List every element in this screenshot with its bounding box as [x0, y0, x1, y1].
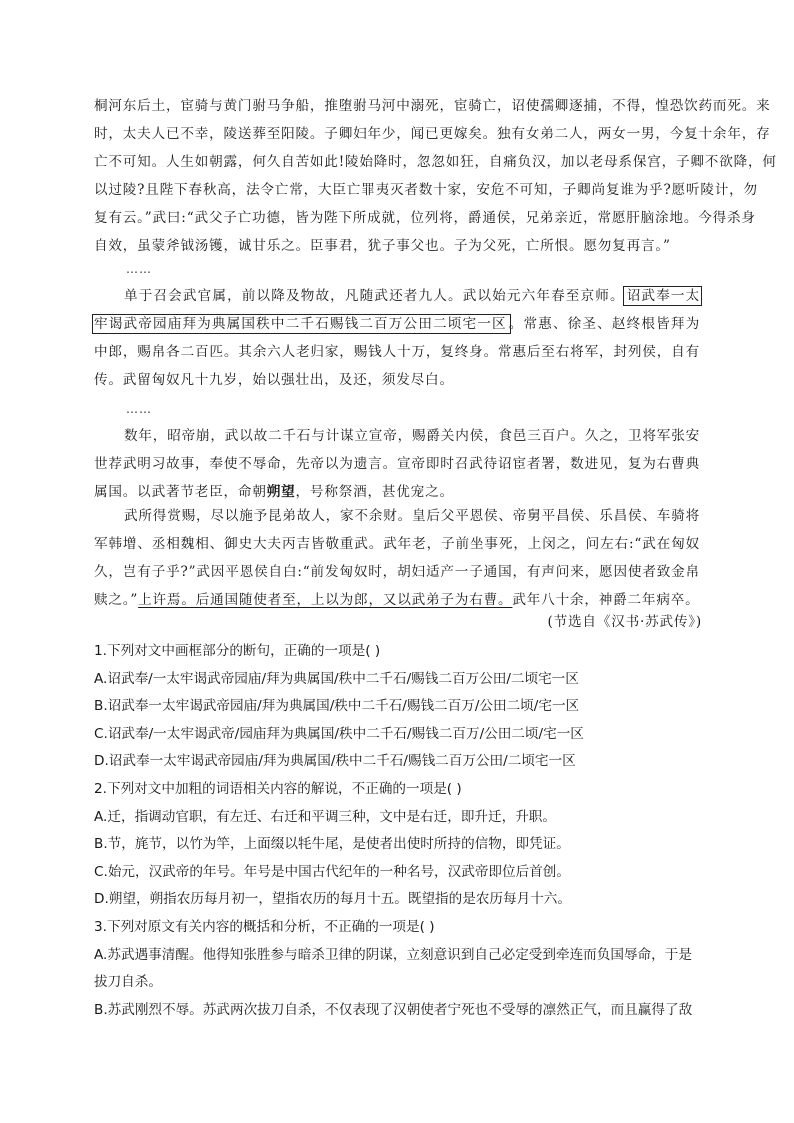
passage-line: 桐河东后土，宦骑与黄门驸马争船，推堕驸马河中溺死，宦骑亡，诏使孺卿逐捕，不得，惶恐饮药而死。来	[94, 98, 771, 114]
passage-line: 自效，虽蒙斧钺汤镬，诚甘乐之。臣事君，犹子事父也。子为父死，亡所恨。愿勿复再言。”	[94, 238, 671, 254]
question-3-stem: 3.下列对原文有关内容的概括和分析，不正确的一项是( )	[94, 918, 435, 935]
question-2-option-b: B.节，旄节，以竹为竿，上面缀以牦牛尾，是使者出使时所持的信物，即凭证。	[94, 836, 570, 853]
paragraph-text: 武年八十余，神爵二年病卒。	[512, 592, 700, 608]
passage-line: 复有云。”武曰:“武父子亡功德，皆为陛下所成就，位列将，爵通侯，兄弟亲近，常愿肝脑涂地。今得杀身	[94, 210, 756, 226]
passage-paragraph-3	[94, 422, 700, 506]
paragraph-text: 武所得赏赐，尽以施予昆弟故人，家不余财。皇后父平恩侯、帝舅平昌侯、乐昌侯、车骑将军韩增、丞相魏相、御史大夫丙吉皆敬重武。武年老，子前坐事死，上闵之，问左右:“武在匈奴久，岂有子乎?”武因平恩侯自白:“前发匈奴时，胡妇适产一子通国，有声问来，愿因使者致金帛赎之。”	[94, 508, 700, 608]
question-1-option-b: B.诏武奉一太牢谒武帝园庙/拜为典属国/秩中二千石/赐钱二百万/公田二顷/宅一区	[94, 698, 580, 715]
question-2-option-a: A.迁，指调动官职，有左迁、右迁和平调三种，文中是右迁，即升迁，升职。	[94, 808, 556, 825]
question-2-option-c: C.始元，汉武帝的年号。年号是中国古代纪年的一种名号，汉武帝即位后首创。	[94, 863, 570, 880]
source-citation: (节选自《汉书·苏武传》)	[547, 614, 702, 630]
passage-line: 以过陵?且陛下春秋高，法令亡常，大臣亡罪夷灭者数十家，安危不可知，子卿尚复谁为乎?愿听陵计，勿	[94, 182, 758, 198]
passage-paragraph-1	[94, 92, 777, 260]
question-1-option-a: A.诏武奉/一太牢谒武帝园庙/拜为典属国/秩中二千石/赐钱二百万公田/二顷宅一区	[94, 670, 579, 687]
boxed-sentence: 诏武奉一太牢谒武帝园庙拜为典属国秩中二千石赐钱二百万公田二顷宅一区	[94, 288, 701, 332]
ellipsis-1: ……	[126, 262, 152, 276]
question-list	[94, 638, 704, 1024]
passage-line: 时，太夫人已不幸，陵送葬至阳陵。子卿妇年少，闻已更嫁矣。独有女弟二人，两女一男，今复十余年，存	[94, 126, 771, 142]
bold-term: 朔望	[266, 484, 296, 500]
question-1-stem: 1.下列对文中画框部分的断句，正确的一项是( )	[94, 643, 381, 659]
paragraph-text: 。常惠、徐圣、赵终根皆拜为中郎，赐帛各二百匹。其余六人老归家，赐钱人十万，复终身。常惠后至右将军，封列侯，自有传。武留匈奴凡十九岁，始以强壮出，及还，须发尽白。	[94, 316, 700, 388]
question-1-option-c: C.诏武奉/一太牢谒武帝/园庙拜为典属国/秩中二千石/赐钱二百万/公田二顷/宅一区	[94, 725, 584, 742]
paragraph-text: 数年，昭帝崩，武以故二千石与计谋立宣帝，赐爵关内侯，食邑三百户。久之，卫将军张安世荐武明习故事，奉使不辱命，先帝以为遗言。宣帝即时召武待诏宦者署，数进见，复为右曹典属国。以武著节老臣，命朝	[94, 428, 700, 500]
paragraph-text: ，号称祭酒，甚优宠之。	[295, 484, 454, 500]
question-2-stem: 2.下列对文中加粗的词语相关内容的解说，不正确的一项是( )	[94, 780, 462, 797]
passage-paragraph-2	[94, 282, 700, 394]
question-3-option-b: B.苏武刚烈不辱。苏武两次拔刀自杀，不仅表现了汉朝使者宁死也不受辱的凛然正气，而且赢得了敌	[94, 1001, 693, 1018]
question-1-option-d: D.诏武奉一太牢谒武帝园庙/拜为典属国/秩中二千石/赐钱二百万公田/二顷宅一区	[94, 753, 576, 770]
question-3-option-a: A.苏武遇事清醒。他得知张胜参与暗杀卫律的阴谋，立刻意识到自己必定受到牵连而负国辱命，于是拔刀自杀。	[94, 946, 692, 991]
question-2-option-d: D.朔望，朔指农历每月初一，望指农历的每月十五。既望指的是农历每月十六。	[94, 891, 571, 908]
paragraph-text: 单于召会武官属，前以降及物故，凡随武还者九人。武以始元六年春至京师。	[124, 288, 625, 304]
underlined-sentence: 上许焉。后通国随使者至，上以为郎，又以武弟子为右曹。	[138, 592, 513, 608]
passage-paragraph-4	[94, 502, 700, 614]
ellipsis-2: ……	[126, 402, 152, 416]
passage-line: 亡不可知。人生如朝露，何久自苦如此!陵始降时，忽忽如狂，自痛负汉，加以老母系保宫，子卿不欲降，何	[94, 154, 777, 170]
